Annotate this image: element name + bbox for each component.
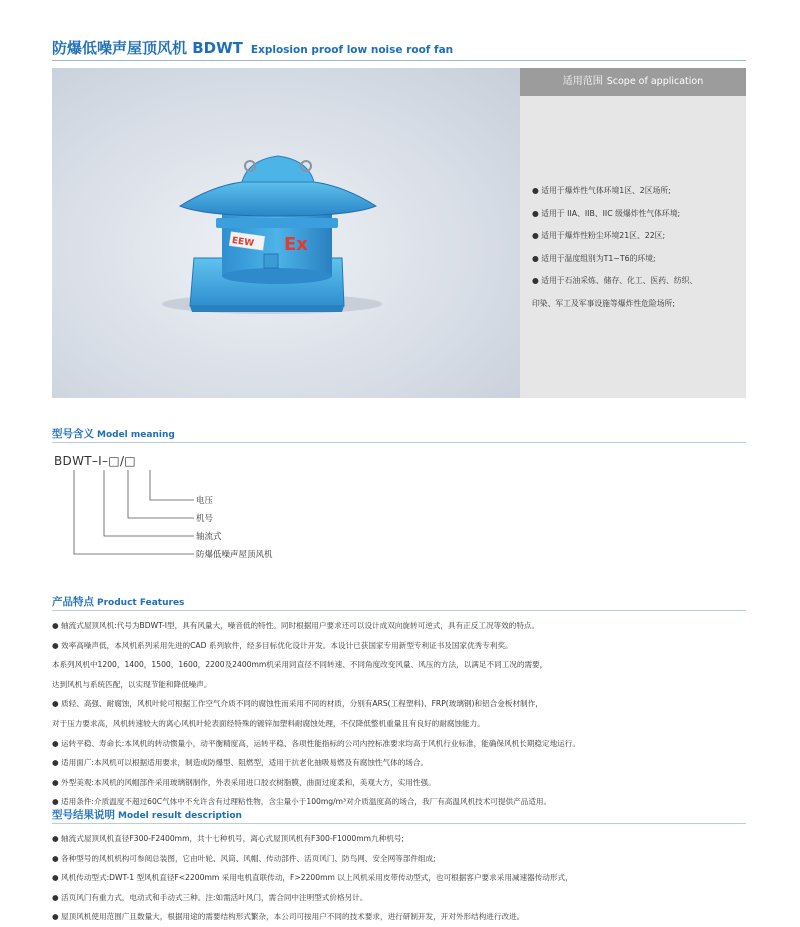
ex-mark: Ex — [284, 234, 308, 255]
model-result-item: ● 屋顶风机使用范围广且数量大，根据用途的需要结构形式繁杂，本公司可按用户不同的技术要求，进行研制开发，开对外形结构进行改进。 — [52, 912, 525, 922]
product-photo — [52, 68, 520, 398]
model-result-list — [52, 829, 752, 927]
model-code: BDWT–I–□/□ — [54, 454, 136, 468]
scope-item: ● 适用于 IIA、IIB、IIC 级爆炸性气体环境; — [532, 208, 681, 218]
page-title-en: Explosion proof low noise roof fan — [250, 44, 454, 56]
feature-item: ● 效率高噪声低，本风机系列采用先进的CAD 系列软件，经多目标优化设计开发。本设计已获国家专用新型专利证书及国家优秀专利奖。 — [52, 640, 513, 650]
scope-heading-en: Scope of application — [606, 76, 704, 87]
model-result-item: ● 轴流式屋顶风机直径F300-F2400mm，共十七种机号，离心式屋顶风机有F300-F1000mm九种机号; — [52, 834, 404, 843]
feature-item: ● 外型美观:本风机的风帽部件采用玻璃钢制作，外表采用进口胶衣树脂膜，曲面过度柔和，美观大方，实用性强。 — [52, 777, 436, 787]
features-heading-cn: 产品特点 — [52, 596, 94, 608]
scope-list — [532, 180, 744, 316]
model-result-heading — [52, 807, 242, 822]
feature-item: ● 适用条件:介质温度不超过60C气体中不允许含有过理粘性物，含尘量小于100mg/m³对介质温度高的场合，我厂有高温风机技术可提供产品适用。 — [52, 797, 552, 807]
model-meaning-heading-cn: 型号含义 — [52, 428, 94, 440]
scope-item: ● 适用于爆炸性气体环境1区、2区场所; — [532, 186, 671, 195]
feature-item: ● 轴流式屋顶风机:代号为BDWT-I型，具有风量大，噪音低的特性。同时根据用户要求还可以设计成双向旋转可逆式，具有正反工况等效的特点。 — [52, 621, 540, 630]
scope-panel — [520, 68, 746, 398]
label-fan-type: 防爆低噪声屋顶风机 — [196, 550, 273, 560]
scope-heading — [520, 68, 746, 96]
title-divider — [52, 60, 746, 61]
model-meaning-heading — [52, 426, 175, 441]
roof-fan-illustration — [52, 68, 520, 398]
feature-item: 对于压力要求高，风机转速较大的离心风机叶轮表面经特殊的镀锌加塑料耐腐蚀处理，不仅降低整机重量且有良好的耐腐蚀能力。 — [52, 718, 485, 728]
page-title-cn: 防爆低噪声屋顶风机 BDWT — [52, 39, 243, 57]
feature-item: ● 适用面广:本风机可以根据适用要求，制造成防爆型、阻燃型，适用于抗老化抽吸易燃及有腐蚀性气体的场合。 — [52, 758, 429, 768]
model-result-item: ● 风机传动型式:DWT-1 型风机直径F<2200mm 采用电机直联传动，F>2200mm 以上风机采用皮带传动型式，也可根据客户要求采用减速器传动形式， — [52, 873, 573, 883]
features-list — [52, 616, 752, 812]
model-meaning-heading-en: Model meaning — [97, 430, 175, 440]
scope-item: 印染、军工及军事设施等爆炸性危险场所; — [532, 298, 675, 308]
label-voltage: 电压 — [196, 496, 214, 506]
model-result-heading-cn: 型号结果说明 — [52, 809, 115, 821]
model-result-item: ● 活页风门有重力式，电动式和手动式三种。注:如需活叶风门，需合同中注明型式价格另计。 — [52, 892, 368, 902]
label-axial-flow: 轴流式 — [196, 532, 222, 542]
model-result-item: ● 各种型号的风机机构可参阅总装图，它由叶轮、风筒、风帽、传动部件、活页风门、防鸟网、安全网等部件组成; — [52, 853, 436, 863]
scope-heading-cn: 适用范围 — [562, 76, 603, 87]
model-result-divider — [52, 823, 746, 824]
feature-item: ● 运转平稳、寿命长:本风机的转动惯量小，动平衡精度高，运转平稳、各项性能指标的公司内控标准要求均高于风机行业标准，能确保风机长期稳定地运行。 — [52, 738, 580, 748]
features-divider — [52, 610, 746, 611]
features-heading — [52, 594, 184, 609]
model-meaning-leader-lines — [52, 466, 202, 562]
label-machine-number: 机号 — [196, 514, 214, 524]
scope-item: ● 适用于温度组别为T1~T6的环境; — [532, 253, 656, 263]
brand-mark: EEW — [231, 235, 255, 249]
feature-item: 达到风机与系统匹配，以实现节能和降低噪声。 — [52, 679, 212, 689]
features-heading-en: Product Features — [97, 598, 185, 608]
model-meaning-divider — [52, 442, 746, 443]
feature-item: 本系列风机中1200，1400，1500，1600，2200及2400mm机采用同直径不同转速、不同角度改变风量、风压的方法，以满足不同工况的需要， — [52, 660, 548, 670]
model-result-heading-en: Model result description — [118, 811, 242, 821]
page-title — [52, 37, 453, 58]
scope-item: ● 适用于爆炸性粉尘环境21区、22区; — [532, 231, 666, 241]
feature-item: ● 质轻、高强、耐腐蚀，风机叶轮可根据工作空气介质不同的腐蚀性而采用不同的材质，分别有ARS(工程塑料)、FRP(玻璃钢)和铝合金板材制作， — [52, 699, 543, 709]
scope-item: ● 适用于石油采炼、储存、化工、医药、纺织、 — [532, 276, 698, 286]
